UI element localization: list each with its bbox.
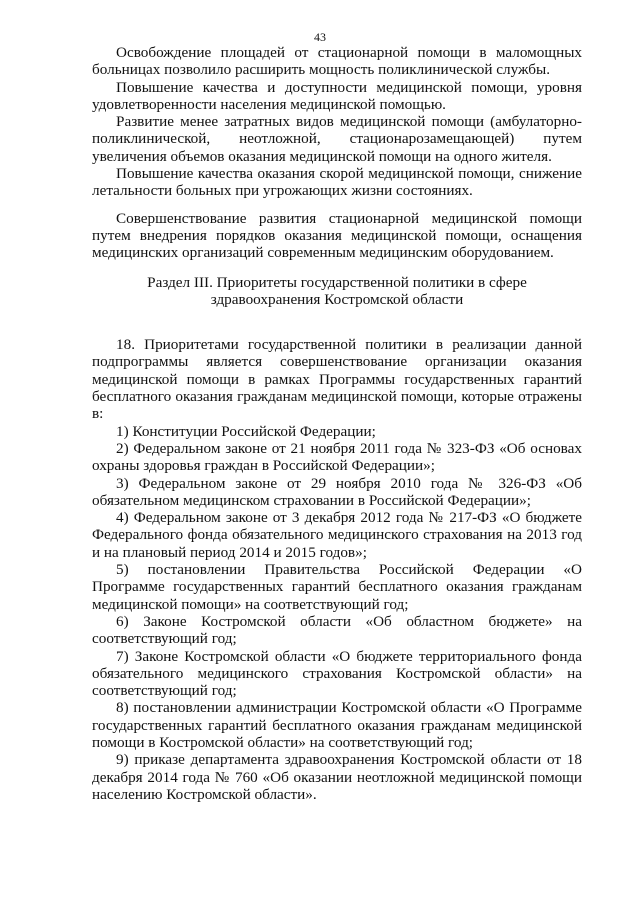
- list-item: 5) постановлении Правительства Российской Федерации «О Программе государственных гарантий бесплатного оказания гражданам медицинской помощи» на соответствующий год;: [92, 561, 582, 613]
- list-item: 7) Законе Костромской области «О бюджете территориального фонда обязательного медицинского страхования Костромской области» на соответствующий год;: [92, 647, 582, 700]
- list-item: 2) Федеральном законе от 21 ноября 2011 года № 323-ФЗ «Об основах охраны здоровья граждан в Российской Федерации»;: [92, 439, 582, 475]
- list-item: 8) постановлении администрации Костромской области «О Программе государственных гарантий бесплатного оказания гражданам медицинской помощи в Костромской области» на соответствующий год;: [92, 699, 582, 751]
- intro-paragraph: Повышение качества и доступности медицинской помощи, уровня удовлетворенности населения медицинской помощью.: [92, 78, 582, 113]
- intro-paragraph: Освобождение площадей от стационарной помощи в маломощных больницах позволило расширить мощность поликлинической службы.: [92, 44, 582, 79]
- intro-paragraph: Развитие менее затратных видов медицинской помощи (амбулаторно-поликлинической, неотложной, стационарозамещающей) путем увеличения объемов оказания медицинской помощи на одного жителя.: [92, 113, 582, 165]
- document-body: [92, 44, 582, 803]
- section-title: [92, 274, 582, 309]
- list-item: 9) приказе департамента здравоохранения Костромской области от 18 декабря 2014 года № 760 «Об оказании неотложной медицинской помощи населению Костромской области».: [92, 751, 582, 803]
- list-item: 6) Законе Костромской области «Об областном бюджете» на соответствующий год;: [92, 612, 582, 648]
- section-title-line: Раздел III. Приоритеты государственной политики в сфере: [147, 273, 527, 291]
- list-item: 4) Федеральном законе от 3 декабря 2012 года № 217-ФЗ «О бюджете Федерального фонда обязательного медицинского страхования на 2013 год и на плановый период 2014 и 2015 годов»;: [92, 509, 582, 561]
- intro-paragraph: Совершенствование развития стационарной медицинской помощи путем внедрения порядков оказания медицинской помощи, оснащения медицинских организаций современным медицинским оборудованием.: [92, 209, 582, 262]
- section-title-line: здравоохранения Костромской области: [210, 290, 464, 308]
- list-item: 1) Конституции Российской Федерации;: [116, 422, 376, 440]
- intro-paragraph: Повышение качества оказания скорой медицинской помощи, снижение летальности больных при угрожающих жизни состояниях.: [92, 165, 582, 200]
- list-item: 3) Федеральном законе от 29 ноября 2010 года № 326-ФЗ «Об обязательном медицинском страховании в Российской Федерации»;: [92, 474, 582, 509]
- clause-18: 18. Приоритетами государственной политики в реализации данной подпрограммы является совершенствование организации оказания медицинской помощи в рамках Программы государственных гарантий бесплатного оказания гражданам медицинской помощи, которые отражены в:: [92, 336, 582, 423]
- page-number: 43: [314, 30, 326, 44]
